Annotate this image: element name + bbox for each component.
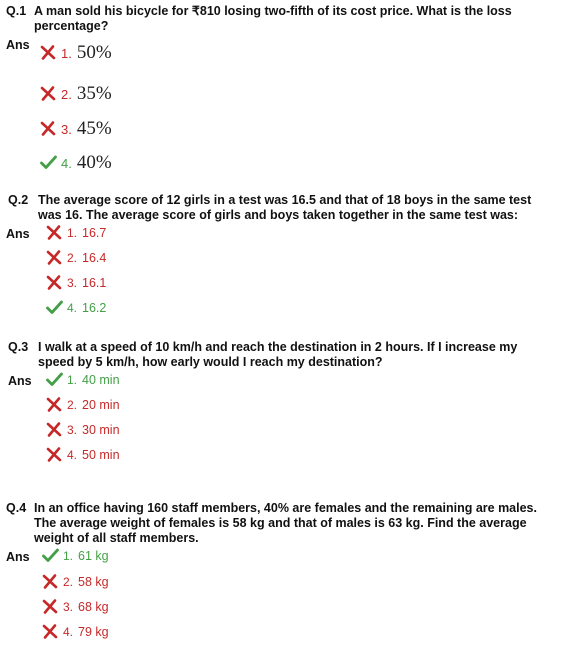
answer-option — [42, 599, 109, 615]
answer-option — [46, 275, 106, 291]
option-value: 50% — [76, 42, 112, 63]
cross-icon — [42, 574, 60, 590]
answer-option — [46, 225, 106, 241]
option-number: 3. — [67, 276, 78, 290]
question-text-line: percentage? — [34, 19, 109, 33]
option-number: 1. — [67, 373, 78, 387]
option-number: 4. — [67, 301, 78, 315]
answer-option — [40, 118, 112, 140]
cross-icon — [46, 250, 64, 266]
answer-option — [46, 397, 120, 413]
option-number: 3. — [63, 600, 74, 614]
option-number: 4. — [63, 625, 74, 639]
option-number: 2. — [67, 251, 78, 265]
option-value: 20 min — [82, 398, 120, 412]
answer-option — [46, 250, 106, 266]
option-number: 2. — [63, 575, 74, 589]
option-value: 16.2 — [82, 301, 107, 315]
cross-icon — [46, 447, 64, 463]
option-number: 2. — [61, 86, 72, 102]
answer-option — [42, 574, 109, 590]
cross-icon — [40, 86, 58, 102]
question-number: Q.4 — [6, 501, 27, 515]
option-value: 30 min — [82, 423, 120, 437]
option-value: 16.7 — [82, 226, 107, 240]
answer-label: Ans — [6, 227, 30, 241]
cross-icon — [42, 599, 60, 615]
option-value: 61 kg — [78, 549, 109, 563]
option-value: 68 kg — [78, 600, 109, 614]
option-value: 50 min — [82, 448, 120, 462]
cross-icon — [46, 397, 64, 413]
answer-option — [40, 83, 112, 105]
question-text-line: speed by 5 km/h, how early would I reach my destination? — [38, 355, 383, 369]
option-number: 1. — [67, 226, 78, 240]
cross-icon — [46, 422, 64, 438]
option-number: 4. — [67, 448, 78, 462]
option-value: 40% — [76, 152, 112, 173]
cross-icon — [42, 624, 60, 640]
question-number: Q.2 — [8, 193, 29, 207]
answer-option — [40, 152, 112, 174]
option-value: 58 kg — [78, 575, 109, 589]
answer-option — [46, 447, 120, 463]
option-value: 45% — [76, 118, 112, 139]
answer-option — [46, 422, 120, 438]
option-value: 79 kg — [78, 625, 109, 639]
question-number: Q.3 — [8, 340, 29, 354]
question-text-line: A man sold his bicycle for ₹810 losing two-fifth of its cost price. What is the loss — [34, 4, 512, 18]
answer-option — [46, 300, 106, 316]
cross-icon — [40, 45, 58, 61]
answer-label: Ans — [6, 550, 30, 564]
answer-option — [42, 548, 109, 564]
cross-icon — [40, 121, 58, 137]
answer-option — [46, 372, 120, 388]
question-number: Q.1 — [6, 4, 27, 18]
option-number: 3. — [67, 423, 78, 437]
cross-icon — [46, 225, 64, 241]
check-icon — [46, 300, 64, 316]
option-value: 16.4 — [82, 251, 107, 265]
option-number: 1. — [63, 549, 74, 563]
question-text-line: In an office having 160 staff members, 40% are females and the remaining are males. — [34, 501, 537, 515]
option-value: 35% — [76, 83, 112, 104]
answer-option — [40, 42, 112, 64]
option-value: 40 min — [82, 373, 120, 387]
answer-label: Ans — [6, 38, 30, 52]
check-icon — [46, 372, 64, 388]
question-text-line: The average score of 12 girls in a test was 16.5 and that of 18 boys in the same test — [38, 193, 532, 207]
answer-option — [42, 624, 109, 640]
question-text-line: weight of all staff members. — [34, 531, 199, 545]
cross-icon — [46, 275, 64, 291]
option-value: 16.1 — [82, 276, 107, 290]
option-number: 1. — [61, 45, 72, 61]
question-text-line: The average weight of females is 58 kg and that of males is 63 kg. Find the average — [34, 516, 527, 530]
check-icon — [42, 548, 60, 564]
answer-label: Ans — [8, 374, 32, 388]
option-number: 3. — [61, 121, 72, 137]
option-number: 2. — [67, 398, 78, 412]
check-icon — [40, 155, 58, 171]
option-number: 4. — [61, 155, 72, 171]
question-text-line: was 16. The average score of girls and boys taken together in the same test was: — [38, 208, 519, 222]
question-text-line: I walk at a speed of 10 km/h and reach the destination in 2 hours. If I increase my — [38, 340, 518, 354]
